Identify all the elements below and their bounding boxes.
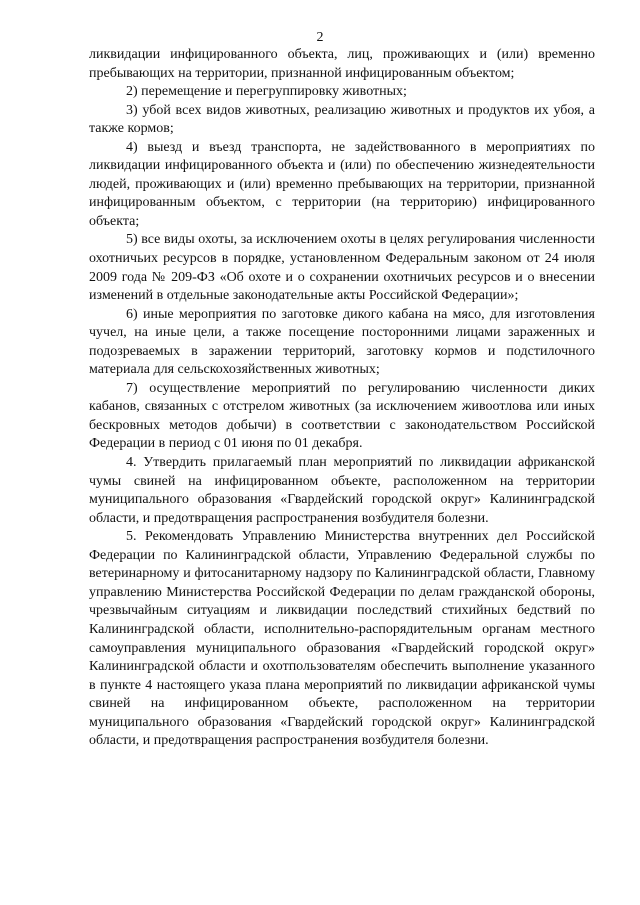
page-number: 2 (316, 30, 324, 45)
paragraph-point-5: 5. Рекомендовать Управлению Министерства внутренних дел Российской Федерации по Калининградской области, Управлению Федеральной службы по ветеринарному и фитосанитарному надзору по Калининградской области, Главному управлению Министерства Российской Федерации по делам гражданской обороны, чрезвычайным ситуациям и ликвидации последствий стихийных бедствий по Калининградской области, исполнительно-распорядительным органам местного самоуправления муниципального образования «Гвардейский городской округ» Калининградской области и охотпользователям обеспечить выполнение указанного в пункте 4 настоящего указа плана мероприятий по ликвидации африканской чумы свиней на инфицированном объекте, расположенном на территории муниципального образования «Гвардейский городской округ» Калининградской области, и предотвращения распространения возбудителя болезни. (89, 529, 595, 749)
paragraph-item-4: 4) выезд и въезд транспорта, не задействованного в мероприятиях по ликвидации инфицированного объекта и (или) по обеспечению жизнедеятельности людей, проживающих и (или) временно пребывающих на территории, признанной инфицированным объектом, с территории (на территорию) инфицированного объекта; (89, 139, 595, 229)
paragraph-item-7: 7) осуществление мероприятий по регулированию численности диких кабанов, связанных с отстрелом животных (за исключением живоотлова или иных бескровных методов добычи) в соответствии с законодательством Российской Федерации в период с 01 июня по 01 декабря. (89, 380, 595, 452)
paragraph-item-6: 6) иные мероприятия по заготовке дикого кабана на мясо, для изготовления чучел, на иные цели, а также посещение посторонними лицами зараженных и подозреваемых в заражении территорий, заготовку кормов и подстилочного материала для сельскохозяйственных животных; (89, 306, 595, 378)
document-body (89, 46, 595, 751)
paragraph-item-2: 2) перемещение и перегруппировку животных; (126, 84, 407, 100)
paragraph-continuation: ликвидации инфицированного объекта, лиц, проживающих и (или) временно пребывающих на территории, признанной инфицированным объектом; (89, 47, 595, 81)
paragraph-point-4: 4. Утвердить прилагаемый план мероприятий по ликвидации африканской чумы свиней на инфицированном объекте, расположенном на территории муниципального образования «Гвардейский городской округ» Калининградской области, и предотвращения распространения возбудителя болезни. (89, 455, 595, 526)
paragraph-item-3: 3) убой всех видов животных, реализацию животных и продуктов их убоя, а также кормов; (89, 102, 595, 137)
paragraph-item-5: 5) все виды охоты, за исключением охоты в целях регулирования численности охотничьих ресурсов в порядке, установленном Федеральным законом от 24 июля 2009 года № 209-ФЗ «Об охоте и о сохранении охотничьих ресурсов и о внесении изменений в отдельные законодательные акты Российской Федерации»; (89, 232, 595, 304)
